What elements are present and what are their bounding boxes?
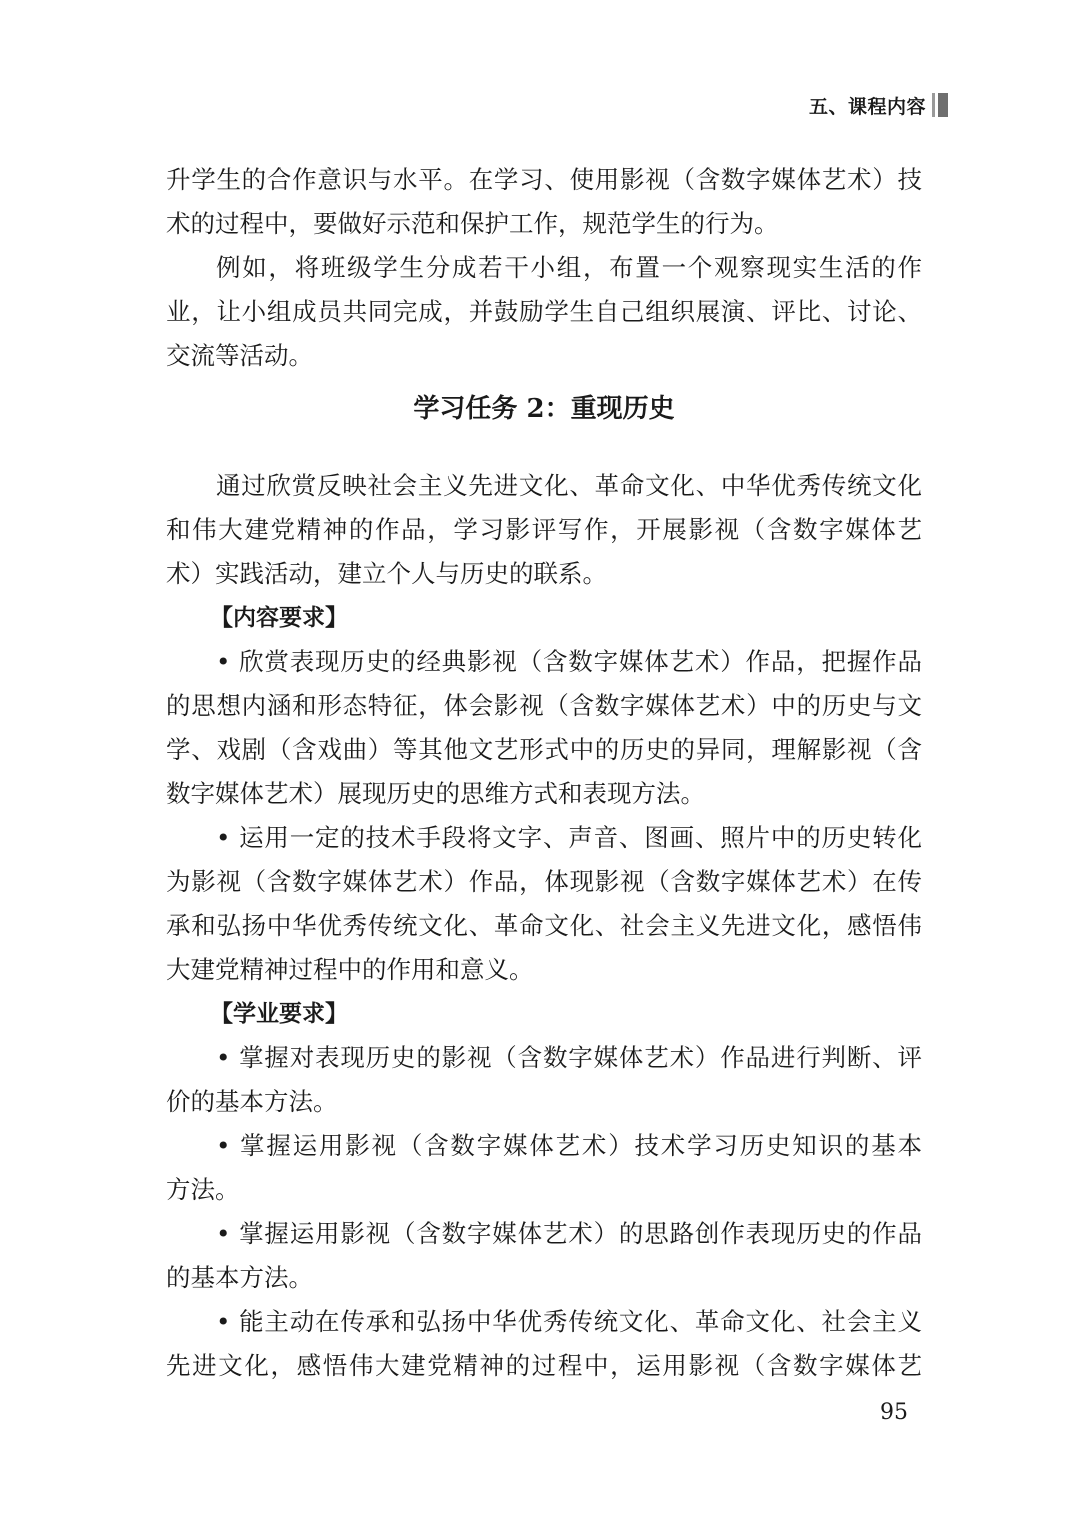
paragraph-line: 的思想内涵和形态特征，体会影视（含数字媒体艺术）中的历史与文 bbox=[166, 691, 922, 720]
paragraph-line: 通过欣赏反映社会主义先进文化、革命文化、中华优秀传统文化 bbox=[216, 471, 922, 500]
header-bar-icon bbox=[932, 93, 948, 117]
paragraph-line: 价的基本方法。 bbox=[166, 1087, 338, 1116]
paragraph-line: 例如，将班级学生分成若干小组，布置一个观察现实生活的作 bbox=[216, 253, 922, 282]
subheading-content-requirements: 【内容要求】 bbox=[210, 604, 348, 631]
paragraph-line: 升学生的合作意识与水平。在学习、使用影视（含数字媒体艺术）技 bbox=[166, 165, 922, 194]
paragraph-line: 业，让小组成员共同完成，并鼓励学生自己组织展演、评比、讨论、 bbox=[166, 297, 922, 326]
subheading-academic-requirements: 【学业要求】 bbox=[210, 1000, 348, 1027]
page-number: 95 bbox=[880, 1400, 908, 1425]
bullet-line: • 掌握对表现历史的影视（含数字媒体艺术）作品进行判断、评 bbox=[216, 1043, 922, 1072]
bullet-line: • 欣赏表现历史的经典影视（含数字媒体艺术）作品，把握作品 bbox=[216, 647, 922, 676]
header-bar-thin bbox=[932, 93, 935, 117]
paragraph-line: 的基本方法。 bbox=[166, 1263, 313, 1292]
paragraph-line: 交流等活动。 bbox=[166, 341, 313, 370]
bullet-line: • 掌握运用影视（含数字媒体艺术）的思路创作表现历史的作品 bbox=[216, 1219, 922, 1248]
paragraph-line: 大建党精神过程中的作用和意义。 bbox=[166, 955, 534, 984]
paragraph-line: 方法。 bbox=[166, 1175, 240, 1204]
paragraph-line: 承和弘扬中华优秀传统文化、革命文化、社会主义先进文化，感悟伟 bbox=[166, 911, 922, 940]
paragraph-line: 为影视（含数字媒体艺术）作品，体现影视（含数字媒体艺术）在传 bbox=[166, 867, 922, 896]
paragraph-line: 和伟大建党精神的作品，学习影评写作，开展影视（含数字媒体艺 bbox=[166, 515, 922, 544]
section-title: 学习任务 2：重现历史 bbox=[413, 394, 675, 424]
bullet-line: • 运用一定的技术手段将文字、声音、图画、照片中的历史转化 bbox=[216, 823, 922, 852]
bullet-line: • 能主动在传承和弘扬中华优秀传统文化、革命文化、社会主义 bbox=[216, 1307, 922, 1336]
paragraph-line: 先进文化，感悟伟大建党精神的过程中，运用影视（含数字媒体艺 bbox=[166, 1351, 922, 1380]
bullet-line: • 掌握运用影视（含数字媒体艺术）技术学习历史知识的基本 bbox=[216, 1131, 922, 1160]
page-body bbox=[166, 158, 922, 1388]
header-bar-thick bbox=[938, 93, 948, 117]
paragraph-line: 学、戏剧（含戏曲）等其他文艺形式中的历史的异同，理解影视（含 bbox=[166, 735, 922, 764]
paragraph-line: 数字媒体艺术）展现历史的思维方式和表现方法。 bbox=[166, 779, 705, 808]
running-header bbox=[809, 92, 948, 118]
paragraph-line: 术的过程中，要做好示范和保护工作，规范学生的行为。 bbox=[166, 209, 779, 238]
paragraph-line: 术）实践活动，建立个人与历史的联系。 bbox=[166, 559, 607, 588]
header-title: 五、课程内容 bbox=[808, 95, 926, 118]
